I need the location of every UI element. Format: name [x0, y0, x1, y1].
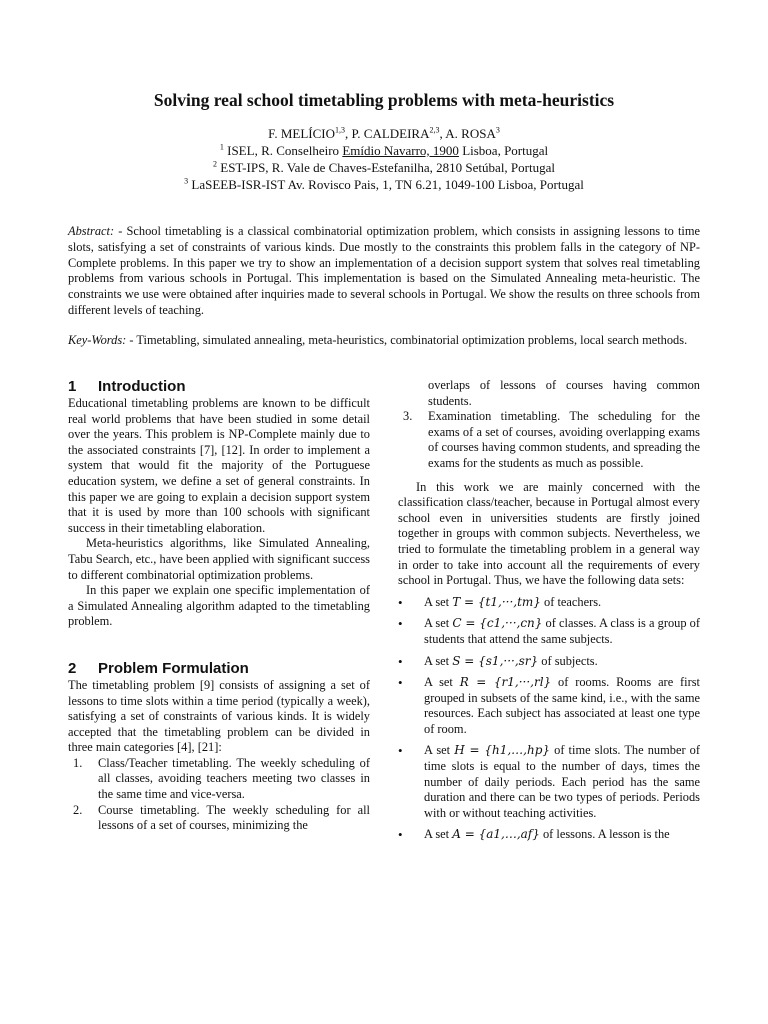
author-block: [0, 125, 768, 193]
keywords-label: Key-Words:: [68, 333, 127, 347]
problem-paragraph-1: The timetabling problem [9] consists of assigning a set of lessons to time slots within a time period (typically a week), satisfying a set of constraints of various kinds. It is widely accepted that the timetabling problem can be divided in three main categories [4], [21]:: [68, 677, 370, 755]
list-item: 1. Class/Teacher timetabling. The weekly scheduling of all classes, avoiding teachers meeting two classes in the same time and vice-versa.: [73, 755, 370, 802]
section-heading-problem-formulation: 2 Problem Formulation: [68, 659, 249, 677]
keywords: [68, 333, 700, 349]
intro-paragraph-3: In this paper we explain one specific implementation of a Simulated Annealing algorithm adapted to the timetabling problem.: [68, 583, 370, 629]
intro-paragraph-2: Meta-heuristics algorithms, like Simulated Annealing, Tabu Search, etc., have been applied with significant success to different combinatorial optimization problems.: [68, 536, 370, 582]
list-item: 3. Examination timetabling. The scheduling for the exams of a set of courses, avoiding overlapping exams of courses having common students, and spreading the exams for the students as much as possible.: [403, 409, 700, 470]
affiliation-2: $^2$ EST-IPS, R. Vale de Chaves-Estefanilha, 2810 Setúbal, Portugal: [213, 159, 555, 175]
abstract: [68, 224, 700, 319]
list-item: 2. Course timetabling. The weekly scheduling for all lessons of a set of courses, minimizing the: [73, 802, 370, 833]
affiliation-1: $^1$ ISEL, R. Conselheiro Emídio Navarro, 1900 Lisboa, Portugal: [219, 142, 549, 158]
list-item: • A set A = {a1,…,af} of lessons. A lesson is the: [398, 827, 670, 843]
keywords-text: - Timetabling, simulated annealing, meta-heuristics, combinatorial optimization problems, local search methods.: [126, 333, 688, 347]
list-item: • A set C = {c1,···,cn} of classes. A class is a group of students that attend the same subjects.: [398, 616, 700, 646]
list-item-continued: overlaps of lessons of courses having common students.: [428, 378, 700, 408]
problem-paragraph-2: In this work we are mainly concerned with the classification class/teacher, because in Portugal almost every school even in universities students are firstly joined together in groups with common subjects. Nevertheless, we tried to formulate the timetabling problem in a general way in order to take into account all the requirements of every school in Portugal. Thus, we have the following data sets:: [398, 479, 700, 588]
intro-paragraph-1: Educational timetabling problems are known to be difficult real world problems that have been studied in some detail over the years. This problem is NP-Complete mainly due to the associated constraints [7], [12]. In order to implement a system that would fit the majority of the Portuguese education system, we define a set of general constraints. In this paper we are going to explain a decision support system that it is used by more than 100 schools with significant success in their timetabling elaboration.: [68, 396, 370, 535]
list-item: • A set T = {t1,···,tm} of teachers.: [398, 594, 602, 610]
right-column: [398, 378, 700, 849]
list-item: • A set S = {s1,···,sr} of subjects.: [398, 653, 598, 669]
list-item: • A set R = {r1,···,rl} of rooms. Rooms are first grouped in subsets of the same kind, i.e., with the same resources. Each subject has associated at least one type of room.: [398, 675, 700, 736]
category-list: [68, 756, 370, 834]
affiliation-3: $^3$ LaSEEB-ISR-IST Av. Rovisco Pais, 1, TN 6.21, 1049-100 Lisboa, Portugal: [184, 176, 584, 192]
paper-title: Solving real school timetabling problems with meta-heuristics: [153, 90, 615, 110]
section-heading-introduction: 1 Introduction: [68, 378, 186, 395]
affiliation-link[interactable]: Emídio Navarro, 1900: [342, 143, 459, 158]
data-set-list: [398, 595, 700, 843]
abstract-text: - School timetabling is a classical combinatorial optimization problem, which consists in assigning lessons to time slots, satisfying a set of constraints of various kinds. Due mostly to the constraints this problem falls in the category of NP-Complete problems. In this paper we try to show an implementation of a decision support system that solves real timetabling problems from various schools in Portugal. This implementation is based on the Simulated Annealing meta-heuristic. The constraints we use were obtained after inquiries made to several schools in Portugal. We show the results on three schools from different levels of teaching.: [68, 224, 700, 317]
list-item: • A set H = {h1,…,hp} of time slots. The number of time slots is equal to the number of days, times the number of daily periods. Each period has the same duration and there can be two types of periods. Periods with or without teaching activities.: [398, 743, 700, 820]
left-column: [68, 378, 370, 834]
author-names: F. MELÍCIO$^{1,3}$, P. CALDEIRA$^{2,3}$, A. ROSA$^3$: [268, 125, 500, 141]
abstract-label: Abstract:: [68, 224, 115, 238]
